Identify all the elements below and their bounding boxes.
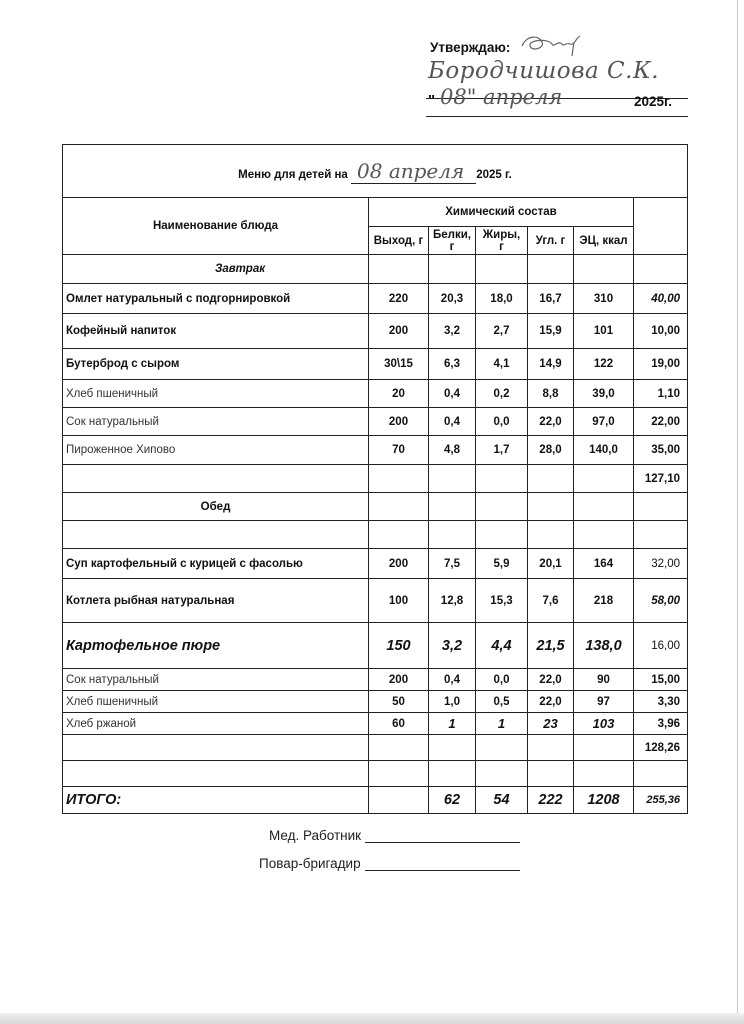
dish-name: Омлет натуральный с подгорнировкой (63, 284, 369, 314)
table-row (63, 669, 688, 691)
dish-energy: 103 (574, 713, 634, 735)
chef-signature-line (365, 856, 520, 871)
dish-yield: 30\15 (369, 349, 429, 380)
dish-yield: 50 (369, 691, 429, 713)
breakfast-total-row (63, 465, 688, 493)
dish-name: Хлеб пшеничный (63, 691, 369, 713)
dish-price: 19,00 (634, 349, 688, 380)
dish-carbs: 20,1 (528, 549, 574, 579)
dish-protein: 0,4 (429, 380, 476, 408)
dish-fat: 2,7 (476, 314, 528, 349)
dish-price: 35,00 (634, 436, 688, 465)
header-dish-name: Наименование блюда (63, 198, 369, 255)
dish-energy: 101 (574, 314, 634, 349)
dish-energy: 39,0 (574, 380, 634, 408)
breakfast-total: 127,10 (634, 465, 688, 493)
dish-energy: 97 (574, 691, 634, 713)
dish-carbs: 14,9 (528, 349, 574, 380)
dish-yield: 200 (369, 549, 429, 579)
dish-carbs: 7,6 (528, 579, 574, 623)
dish-protein: 3,2 (429, 623, 476, 669)
section-lunch-title: Обед (63, 493, 369, 521)
menu-title-prefix: Меню для детей на (238, 169, 348, 181)
dish-name: Суп картофельный с курицей с фасолью (63, 549, 369, 579)
dish-price: 58,00 (634, 579, 688, 623)
dish-protein: 0,4 (429, 408, 476, 436)
table-row (63, 579, 688, 623)
empty-row (63, 761, 688, 787)
dish-price: 10,00 (634, 314, 688, 349)
dish-fat: 1,7 (476, 436, 528, 465)
table-row (63, 436, 688, 465)
menu-title-handwritten-date: 08 апреля (351, 159, 476, 184)
dish-fat: 0,0 (476, 669, 528, 691)
dish-carbs: 21,5 (528, 623, 574, 669)
dish-protein: 7,5 (429, 549, 476, 579)
section-breakfast (63, 255, 688, 284)
handwritten-signature (518, 32, 588, 58)
menu-title-suffix: 2025 г. (476, 169, 512, 181)
dish-name: Хлеб ржаной (63, 713, 369, 735)
header-fat: Жиры, г (476, 227, 528, 255)
dish-carbs: 22,0 (528, 691, 574, 713)
title-row (63, 145, 688, 198)
dish-energy: 310 (574, 284, 634, 314)
dish-fat: 4,1 (476, 349, 528, 380)
table-row (63, 549, 688, 579)
dish-price: 15,00 (634, 669, 688, 691)
table-row (63, 314, 688, 349)
scan-edge-bottom (0, 1013, 744, 1024)
dish-energy: 164 (574, 549, 634, 579)
empty-row (63, 521, 688, 549)
dish-price: 22,00 (634, 408, 688, 436)
dish-name: Хлеб пшеничный (63, 380, 369, 408)
dish-name: Сок натуральный (63, 408, 369, 436)
dish-name: Картофельное пюре (63, 623, 369, 669)
section-lunch (63, 493, 688, 521)
approval-label: Утверждаю: (430, 40, 511, 55)
dish-fat: 15,3 (476, 579, 528, 623)
dish-yield: 60 (369, 713, 429, 735)
dish-energy: 122 (574, 349, 634, 380)
header-carbs: Угл. г (528, 227, 574, 255)
grand-total-row (63, 787, 688, 814)
dish-protein: 3,2 (429, 314, 476, 349)
dish-price: 32,00 (634, 549, 688, 579)
dish-name: Сок натуральный (63, 669, 369, 691)
approval-year: 2025г. (634, 94, 673, 109)
approval-handwritten-date: 08" апреля (440, 85, 563, 109)
dish-energy: 218 (574, 579, 634, 623)
grand-total-price: 255,36 (634, 787, 688, 814)
header-energy: ЭЦ, ккал (574, 227, 634, 255)
menu-title (63, 145, 688, 198)
dish-name: Бутерброд с сыром (63, 349, 369, 380)
dish-yield: 220 (369, 284, 429, 314)
grand-total-fat: 54 (476, 787, 528, 814)
header-protein: Белки, г (429, 227, 476, 255)
dish-protein: 0,4 (429, 669, 476, 691)
dish-fat: 0,2 (476, 380, 528, 408)
dish-energy: 97,0 (574, 408, 634, 436)
dish-carbs: 22,0 (528, 669, 574, 691)
table-row (63, 380, 688, 408)
dish-protein: 1 (429, 713, 476, 735)
dish-name: Пироженное Хипово (63, 436, 369, 465)
table-row (63, 284, 688, 314)
grand-total-energy: 1208 (574, 787, 634, 814)
dish-energy: 90 (574, 669, 634, 691)
table-row (63, 623, 688, 669)
dish-carbs: 23 (528, 713, 574, 735)
dish-carbs: 28,0 (528, 436, 574, 465)
medic-label: Мед. Работник (269, 828, 362, 843)
dish-carbs: 8,8 (528, 380, 574, 408)
dish-yield: 200 (369, 314, 429, 349)
approval-date-line (426, 116, 688, 117)
grand-total-label: ИТОГО: (63, 787, 369, 814)
dish-yield: 20 (369, 380, 429, 408)
dish-yield: 200 (369, 408, 429, 436)
grand-total-protein: 62 (429, 787, 476, 814)
dish-protein: 1,0 (429, 691, 476, 713)
dish-carbs: 22,0 (528, 408, 574, 436)
approver-handwritten-name: Бородчишова С.К. (428, 58, 660, 84)
lunch-total-row (63, 735, 688, 761)
table-row (63, 691, 688, 713)
dish-price: 16,00 (634, 623, 688, 669)
dish-energy: 138,0 (574, 623, 634, 669)
medic-signature (269, 828, 520, 843)
header-yield: Выход, г (369, 227, 429, 255)
dish-yield: 100 (369, 579, 429, 623)
dish-name: Котлета рыбная натуральная (63, 579, 369, 623)
medic-signature-line (365, 828, 520, 843)
section-breakfast-title: Завтрак (63, 255, 369, 284)
dish-price: 40,00 (634, 284, 688, 314)
date-quote: " (428, 92, 436, 109)
dish-price: 3,30 (634, 691, 688, 713)
chef-label: Повар-бригадир (259, 856, 361, 871)
dish-fat: 1 (476, 713, 528, 735)
dish-fat: 0,5 (476, 691, 528, 713)
dish-yield: 70 (369, 436, 429, 465)
dish-price: 1,10 (634, 380, 688, 408)
header-chemical: Химический состав (369, 198, 634, 227)
scan-edge-right (737, 0, 738, 1024)
dish-protein: 6,3 (429, 349, 476, 380)
dish-protein: 20,3 (429, 284, 476, 314)
dish-fat: 4,4 (476, 623, 528, 669)
dish-fat: 5,9 (476, 549, 528, 579)
dish-carbs: 16,7 (528, 284, 574, 314)
table-row (63, 713, 688, 735)
header-price (634, 198, 688, 255)
dish-yield: 150 (369, 623, 429, 669)
dish-protein: 4,8 (429, 436, 476, 465)
dish-fat: 18,0 (476, 284, 528, 314)
header-row-1 (63, 198, 688, 227)
table-row (63, 349, 688, 380)
menu-table (62, 144, 688, 814)
dish-energy: 140,0 (574, 436, 634, 465)
dish-protein: 12,8 (429, 579, 476, 623)
chef-signature (259, 856, 520, 871)
grand-total-carbs: 222 (528, 787, 574, 814)
approval-block (426, 36, 688, 120)
dish-name: Кофейный напиток (63, 314, 369, 349)
dish-fat: 0,0 (476, 408, 528, 436)
lunch-total: 128,26 (634, 735, 688, 761)
dish-carbs: 15,9 (528, 314, 574, 349)
dish-yield: 200 (369, 669, 429, 691)
table-row (63, 408, 688, 436)
dish-price: 3,96 (634, 713, 688, 735)
